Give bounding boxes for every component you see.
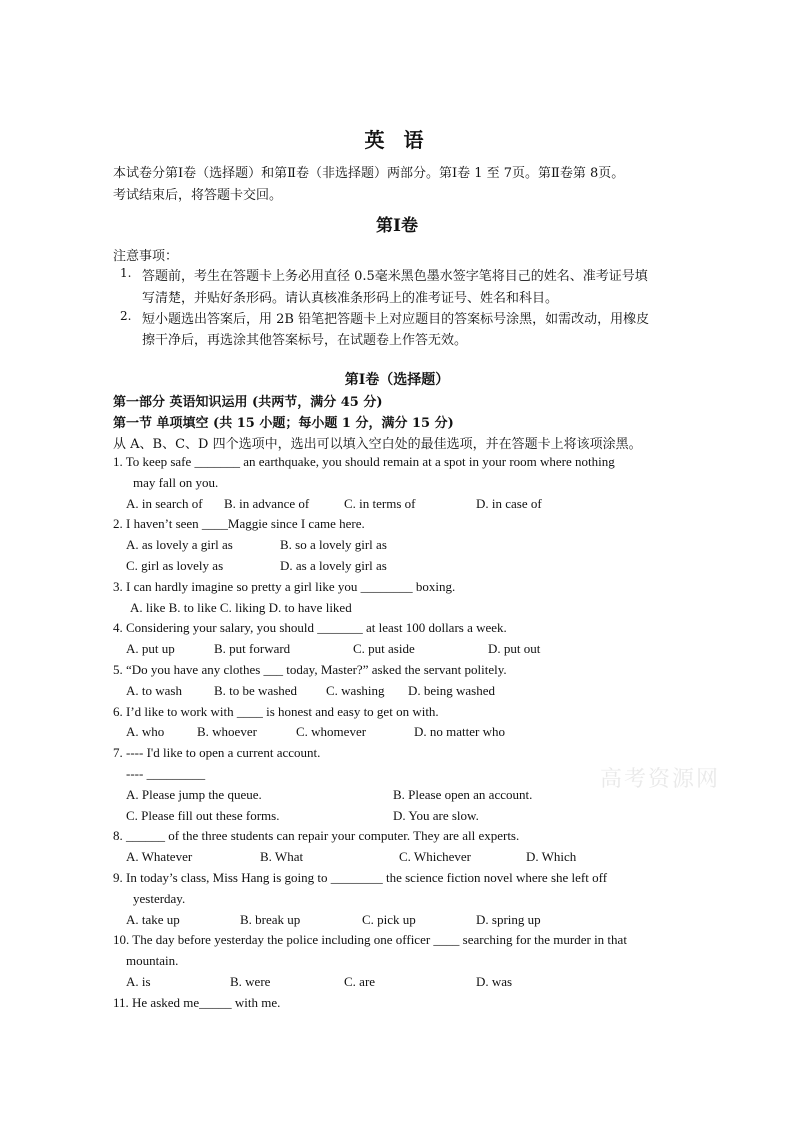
question-stem: 3. I can hardly imagine so pretty a girl like you ________ boxing. xyxy=(113,579,456,594)
option-a[interactable]: A. take up xyxy=(126,912,180,927)
note-line: 短小题选出答案后，用 2B 铅笔把答题卡上对应题目的答案标号涂黑，如需改动，用橡皮 xyxy=(142,312,650,327)
option-a[interactable]: A. to wash xyxy=(126,683,182,698)
option-c[interactable]: C. in terms of xyxy=(344,496,416,511)
instruction: 从 A、B、C、D 四个选项中，选出可以填入空白处的最佳选项，并在答题卡上将该项涂黑。 xyxy=(113,437,642,452)
option-a[interactable]: A. Whatever xyxy=(126,849,193,864)
option-d[interactable]: D. as a lovely girl as xyxy=(280,558,387,573)
option-b[interactable]: B. were xyxy=(230,974,271,989)
note-line: 写清楚，并贴好条形码。请认真核准条形码上的准考证号、姓名和科目。 xyxy=(142,291,559,306)
option-c[interactable]: C. pick up xyxy=(362,912,416,927)
question-stem: 11. He asked me_____ with me. xyxy=(113,995,281,1010)
question-stem: may fall on you. xyxy=(133,475,219,490)
option-c[interactable]: C. are xyxy=(344,974,376,989)
note-line: 答题前，考生在答题卡上务必用直径 0.5毫米黑色墨水签字笔将目己的姓名、准考证号填 xyxy=(142,269,648,284)
question-stem: 8. ______ of the three students can repair your computer. They are all experts. xyxy=(113,828,520,843)
volume1-heading: 第Ⅰ卷 xyxy=(376,216,418,236)
option-c[interactable]: C. Whichever xyxy=(399,849,471,864)
option-d[interactable]: D. no matter who xyxy=(414,724,505,739)
options-row[interactable]: A. like B. to like C. liking D. to have liked xyxy=(130,600,352,615)
note-number: 2. xyxy=(120,309,132,323)
question-stem: 4. Considering your salary, you should _______ at least 100 dollars a week. xyxy=(113,620,507,635)
option-b[interactable]: B. break up xyxy=(240,912,301,927)
question-stem: mountain. xyxy=(126,953,179,968)
note-line: 擦干净后，再选涂其他答案标号，在试题卷上作答无效。 xyxy=(142,333,468,348)
option-b[interactable]: B. What xyxy=(260,849,304,864)
option-c[interactable]: C. Please fill out these forms. xyxy=(126,808,280,823)
question-stem: 7. ---- I'd like to open a current account. xyxy=(113,745,321,760)
option-a[interactable]: A. put up xyxy=(126,641,175,656)
option-a[interactable]: A. is xyxy=(126,974,151,989)
intro-line-1: 本试卷分第Ⅰ卷（选择题）和第Ⅱ卷（非选择题）两部分。第Ⅰ卷 1 至 7页。第Ⅱ卷第 8页。 xyxy=(113,166,625,181)
option-d[interactable]: D. was xyxy=(476,974,513,989)
question-stem: 5. “Do you have any clothes ___ today, Master?” asked the servant politely. xyxy=(113,662,507,677)
option-b[interactable]: B. in advance of xyxy=(224,496,310,511)
notes-heading: 注意事项： xyxy=(113,249,179,264)
question-stem: 2. I haven’t seen ____Maggie since I came here. xyxy=(113,516,365,531)
question-stem: 10. The day before yesterday the police including one officer ____ searching for the murder in that xyxy=(113,932,627,947)
option-d[interactable]: D. in case of xyxy=(476,496,542,511)
option-d[interactable]: D. being washed xyxy=(408,683,496,698)
section1-heading: 第一节 单项填空 (共 15 小题；每小题 1 分，满分 15 分) xyxy=(113,416,454,431)
option-b[interactable]: B. whoever xyxy=(197,724,257,739)
option-b[interactable]: B. so a lovely girl as xyxy=(280,537,387,552)
section-heading: 第Ⅰ卷（选择题） xyxy=(344,372,450,388)
question-stem: 6. I’d like to work with ____ is honest and easy to get on with. xyxy=(113,704,439,719)
option-a[interactable]: A. who xyxy=(126,724,165,739)
intro-line-2: 考试结束后，将答题卡交回。 xyxy=(113,188,283,203)
question-stem: ---- _________ xyxy=(126,766,206,781)
option-c[interactable]: C. put aside xyxy=(353,641,415,656)
question-stem: 9. In today’s class, Miss Hang is going to ________ the science fiction novel where she left off xyxy=(113,870,608,885)
watermark: 高考资源网 xyxy=(600,767,721,792)
option-a[interactable]: A. Please jump the queue. xyxy=(126,787,262,802)
option-c[interactable]: C. girl as lovely as xyxy=(126,558,224,573)
option-d[interactable]: D. You are slow. xyxy=(393,808,479,823)
option-d[interactable]: D. spring up xyxy=(476,912,541,927)
option-c[interactable]: C. whomever xyxy=(296,724,367,739)
option-d[interactable]: D. put out xyxy=(488,641,541,656)
question-stem: yesterday. xyxy=(133,891,186,906)
option-d[interactable]: D. Which xyxy=(526,849,577,864)
option-b[interactable]: B. put forward xyxy=(214,641,291,656)
part1-heading: 第一部分 英语知识运用 (共两节，满分 45 分) xyxy=(113,395,383,410)
note-number: 1. xyxy=(120,266,132,280)
option-b[interactable]: B. Please open an account. xyxy=(393,787,533,802)
option-a[interactable]: A. as lovely a girl as xyxy=(126,537,233,552)
option-a[interactable]: A. in search of xyxy=(126,496,203,511)
option-b[interactable]: B. to be washed xyxy=(214,683,298,698)
question-stem: 1. To keep safe _______ an earthquake, you should remain at a spot in your room where nothing xyxy=(113,454,615,469)
option-c[interactable]: C. washing xyxy=(326,683,385,698)
page-title: 英 语 xyxy=(364,128,430,152)
